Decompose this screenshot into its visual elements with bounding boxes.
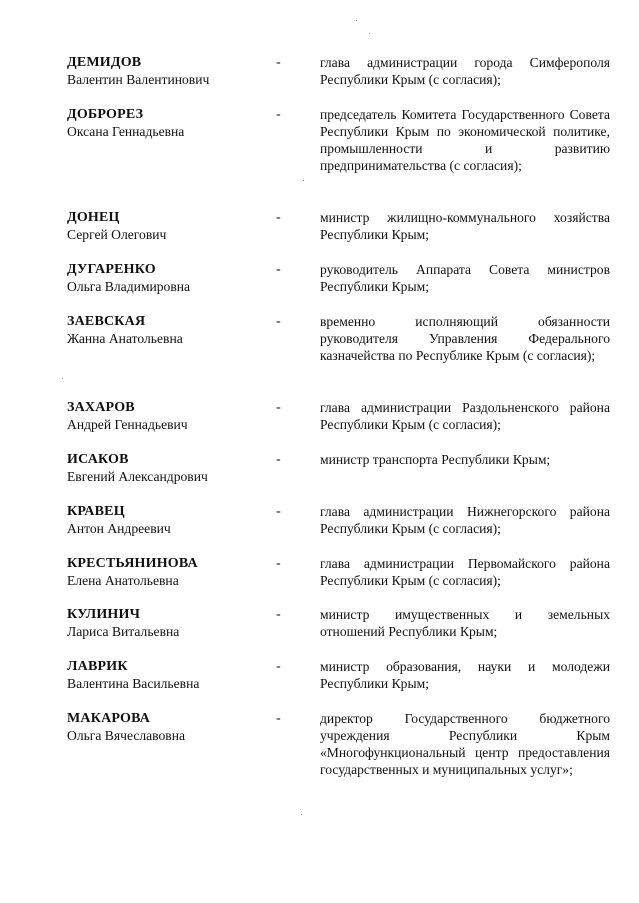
member-surname: МАКАРОВА	[67, 711, 151, 726]
member-given-name: Ольга Владимировна	[67, 279, 191, 294]
member-surname: ИСАКОВ	[67, 452, 129, 467]
member-given-name: Оксана Геннадьевна	[67, 124, 185, 139]
member-dash: -	[276, 607, 281, 622]
member-surname: ДОБРОРЕЗ	[67, 107, 144, 122]
member-person	[67, 555, 277, 589]
member-person	[67, 209, 277, 243]
member-person	[67, 399, 277, 433]
member-dash: -	[276, 400, 281, 415]
member-role: министр жилищно-коммунального хозяйства Республики Крым;	[320, 210, 610, 242]
member-role: директор Государственного бюджетного учреждения Республики Крым «Многофункциональный центр предоставления государственных и муниципальных услуг»;	[320, 711, 610, 777]
scan-speck	[356, 20, 357, 21]
member-given-name: Андрей Геннадьевич	[67, 417, 188, 432]
member-person	[67, 313, 277, 347]
member-role: министр имущественных и земельных отношений Республики Крым;	[320, 607, 610, 639]
member-dash: -	[276, 55, 281, 70]
member-dash: -	[276, 314, 281, 329]
member-dash: -	[276, 452, 281, 467]
member-surname: КРАВЕЦ	[67, 504, 125, 519]
member-given-name: Евгений Александрович	[67, 469, 208, 484]
scan-speck	[301, 814, 302, 815]
member-surname: КРЕСТЬЯНИНОВА	[67, 556, 198, 571]
member-role: временно исполняющий обязанности руководителя Управления Федерального казначейства по Республике Крым (с согласия);	[320, 314, 610, 363]
member-given-name: Елена Анатольевна	[67, 573, 179, 588]
member-given-name: Антон Андреевич	[67, 521, 171, 536]
member-role: глава администрации Раздольненского района Республики Крым (с согласия);	[320, 400, 610, 432]
member-role: министр транспорта Республики Крым;	[320, 452, 551, 467]
member-person	[67, 710, 277, 744]
member-surname: ЛАВРИК	[67, 659, 128, 674]
member-person	[67, 451, 277, 485]
member-person	[67, 106, 277, 140]
member-person	[67, 658, 277, 692]
member-surname: ДУГАРЕНКО	[67, 262, 156, 277]
member-person	[67, 606, 277, 640]
member-surname: КУЛИНИЧ	[67, 607, 141, 622]
member-role: глава администрации города Симферополя Республики Крым (с согласия);	[320, 55, 610, 87]
member-role: глава администрации Нижнегорского района Республики Крым (с согласия);	[320, 504, 610, 536]
member-dash: -	[276, 556, 281, 571]
member-dash: -	[276, 210, 281, 225]
scan-speck	[303, 180, 304, 181]
member-given-name: Валентин Валентинович	[67, 72, 210, 87]
member-given-name: Лариса Витальевна	[67, 624, 180, 639]
scan-speck	[369, 33, 370, 34]
member-surname: ДОНЕЦ	[67, 210, 120, 225]
member-surname: ДЕМИДОВ	[67, 55, 142, 70]
member-person	[67, 261, 277, 295]
member-dash: -	[276, 504, 281, 519]
member-surname: ЗАЕВСКАЯ	[67, 314, 146, 329]
scan-speck	[62, 378, 63, 379]
member-given-name: Ольга Вячеславовна	[67, 728, 186, 743]
member-role: руководитель Аппарата Совета министров Республики Крым;	[320, 262, 610, 294]
member-role: глава администрации Первомайского района Республики Крым (с согласия);	[320, 556, 610, 588]
member-person	[67, 503, 277, 537]
member-given-name: Сергей Олегович	[67, 227, 167, 242]
member-dash: -	[276, 711, 281, 726]
member-role: министр образования, науки и молодежи Республики Крым;	[320, 659, 610, 691]
member-dash: -	[276, 659, 281, 674]
member-surname: ЗАХАРОВ	[67, 400, 135, 415]
member-given-name: Валентина Васильевна	[67, 676, 200, 691]
member-dash: -	[276, 107, 281, 122]
member-person	[67, 54, 277, 88]
member-role: председатель Комитета Государственного Совета Республики Крым по экономической политике, промышленности и развитию предпринимательства (с согласия);	[320, 107, 610, 173]
member-given-name: Жанна Анатольевна	[67, 331, 183, 346]
member-dash: -	[276, 262, 281, 277]
